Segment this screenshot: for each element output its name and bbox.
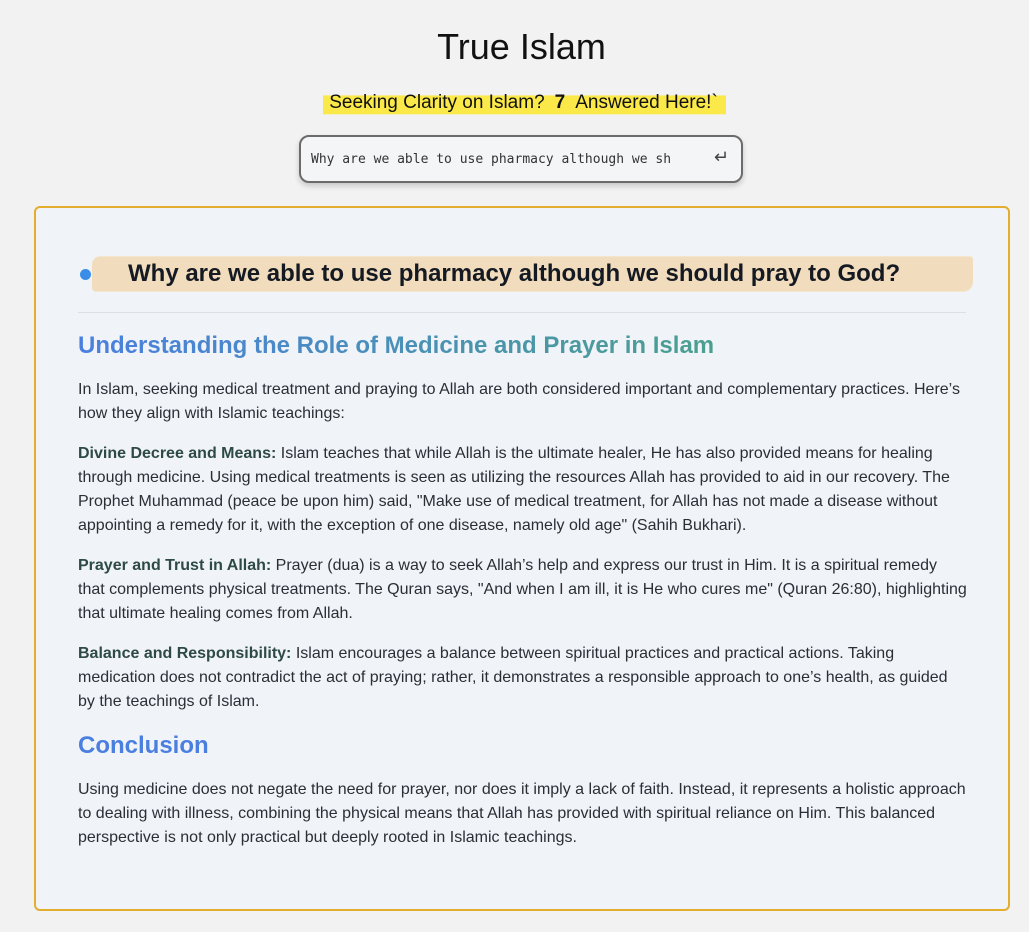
answer-content bbox=[78, 332, 968, 866]
point-text: Prayer (dua) is a way to seek Allah’s help and express our trust in Him. It is a spiritual remedy that complements physical treatments. The Quran says, "And when I am ill, it is He who cures me" (Quran 26:80), highlighting that ultimate healing comes from Allah. bbox=[78, 557, 967, 622]
point-label: Prayer and Trust in Allah: bbox=[78, 557, 272, 574]
tagline-container bbox=[0, 90, 1029, 117]
answered-count: 7 bbox=[554, 92, 566, 113]
divider bbox=[78, 312, 966, 313]
point-text: Islam teaches that while Allah is the ultimate healer, He has also provided means for healing through medicine. Using medical treatments is seen as utilizing the resources Allah has provided to aid in our recovery. The Prophet Muhammad (peace be upon him) said, "Make use of medical treatment, for Allah has not made a disease without appointing a remedy for it, with the exception of one disease, namely old age" (Sahih Bukhari). bbox=[78, 445, 950, 534]
question-header bbox=[78, 252, 973, 296]
tagline-highlight bbox=[323, 90, 726, 117]
answer-heading: Understanding the Role of Medicine and Prayer in Islam bbox=[78, 332, 715, 359]
point-paragraph bbox=[78, 554, 968, 626]
question-title: Why are we able to use pharmacy although we should pray to God? bbox=[128, 260, 901, 287]
tagline-suffix: Answered Here!` bbox=[575, 92, 718, 113]
point-label: Balance and Responsibility: bbox=[78, 645, 292, 662]
question-input[interactable] bbox=[311, 137, 703, 181]
tagline-prefix: Seeking Clarity on Islam? bbox=[329, 92, 545, 113]
page-title: True Islam bbox=[437, 26, 606, 67]
point-label: Divine Decree and Means: bbox=[78, 445, 277, 462]
conclusion-paragraph: Using medicine does not negate the need for prayer, nor does it imply a lack of faith. Instead, it represents a holistic approach to dealing with illness, combining the physical means that Allah has provided with spiritual reliance on Him. This balanced perspective is not only practical but deeply rooted in Islamic teachings. bbox=[78, 781, 966, 846]
point-text: Islam encourages a balance between spiritual practices and practical actions. Taking medication does not contradict the act of praying; rather, it demonstrates a responsible approach to one’s health, as guided by the teachings of Islam. bbox=[78, 645, 948, 710]
intro-paragraph: In Islam, seeking medical treatment and praying to Allah are both considered important and complementary practices. Here’s how they align with Islamic teachings: bbox=[78, 381, 960, 422]
point-paragraph bbox=[78, 442, 968, 538]
point-paragraph bbox=[78, 642, 968, 714]
bullet-dot-icon bbox=[80, 269, 91, 280]
conclusion-heading: Conclusion bbox=[78, 732, 209, 759]
question-search-box[interactable] bbox=[299, 135, 743, 183]
answer-card bbox=[34, 206, 1010, 911]
return-arrow-icon[interactable]: ↵ bbox=[713, 147, 729, 167]
